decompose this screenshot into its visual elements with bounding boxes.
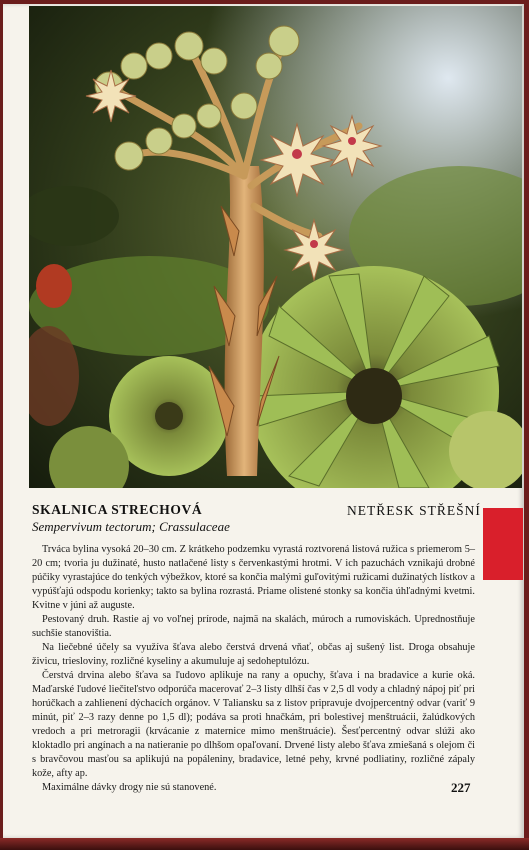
- description-text: [32, 543, 475, 795]
- book-edge: [0, 838, 529, 850]
- paragraph: Trváca bylina vysoká 20–30 cm. Z krátkeho podzemku vyrastá roztvorená listová ružica s priemerom 5–20 cm; tvoria ju dužinaté, husto natlačené listy s červenkastými hrotmi. V ich pazuchách vznikajú drobné púčiky vyrastajúce do tenkých výbežkov, ktoré sa končia malými guľovitými ružicami dužinatých lístkov a vypúšťajú odspodu korienky; takto sa bylina rozrastá. Priame olistené stonky sa končia úhľadnými kvetmi. Kvitne v júni až auguste.: [32, 544, 475, 611]
- page-number: 227: [451, 780, 471, 795]
- latin-name: Sempervivum tectorum; Crassulaceae: [32, 519, 230, 534]
- paragraph: Čerstvá drvina alebo šťava sa ľudovo aplikuje na rany a opuchy, šťava i na bradavice a kurie oká. Maďarské ľudové liečiteľstvo odporúča macerovať 2–3 listy dlhší čas v 2,5 dl vody a chladný nápoj piť pri horúčkach a zahlienení dýchacích orgánov. V Taliansku sa z listov pripravuje dvojpercentný odvar (variť 9 minút, piť 2–3 razy denne po 1,5 dl); podáva sa proti hnačkám, pri bolestivej menštruácii, žalúdkových vredoch a pri metroragii (krvácanie z maternice mimo menštruácie). Šesťpercentný odvar slúži ako kloktadlo pri angínach a na natieranie po dlhšom opaľovaní. Drvené listy alebo šťava zmiešaná s olejom či s bravčovou masťou sa aplikujú na popáleniny, bradavice, letné pehy, krvné podliatiny, rozličné zápaly kože, afty ap.: [32, 670, 475, 779]
- houseleek-illustration: [29, 6, 522, 488]
- chapter-marker-tab: [483, 508, 523, 580]
- title-slovak: SKALNICA STRECHOVÁ: [32, 502, 203, 517]
- plant-photo: [29, 6, 522, 488]
- paragraph: Maximálne dávky drogy nie sú stanovené.: [42, 782, 217, 793]
- paragraph: Na liečebné účely sa využíva šťava alebo čerstvá drvená vňať, občas aj sušený list. Droga obsahuje živicu, triesloviny, rozličné kyseliny a akumuluje aj sedoheptulózu.: [32, 642, 475, 667]
- paragraph: Pestovaný druh. Rastie aj vo voľnej prírode, najmä na skalách, múroch a rumoviskách. Uprednostňuje suchšie stanovištia.: [32, 614, 475, 639]
- title-czech: NETŘESK STŘEŠNÍ: [347, 503, 481, 518]
